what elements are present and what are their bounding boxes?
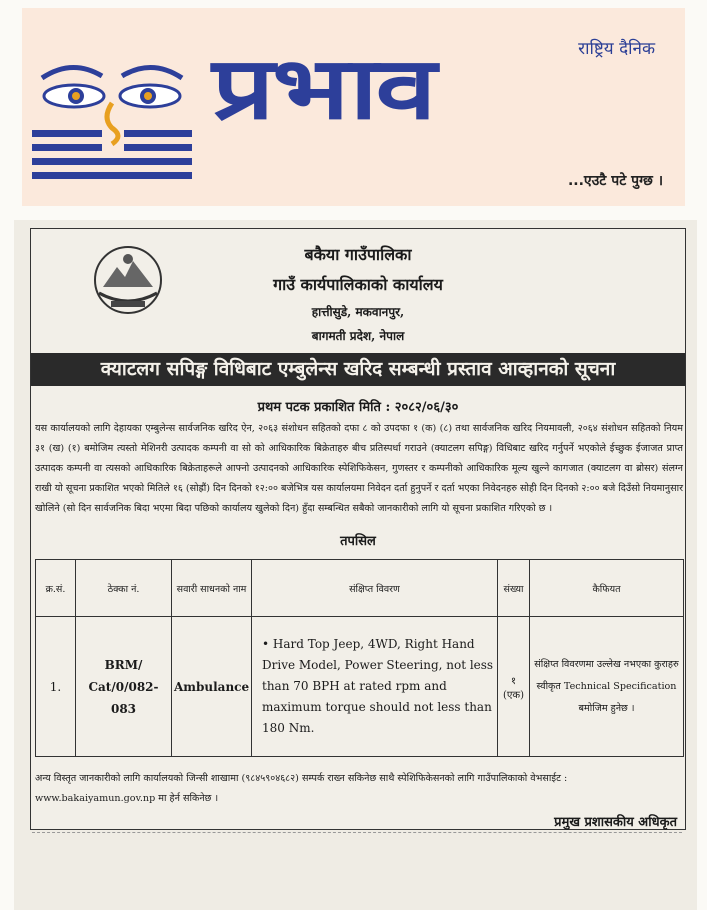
- column-header: संख्या: [498, 560, 530, 617]
- address-line-2: बागमती प्रदेश, नेपाल: [311, 329, 405, 343]
- vehicle-name: Ambulance: [172, 617, 252, 757]
- newspaper-name: प्रभाव: [212, 39, 435, 139]
- newspaper-tagline: राष्ट्रिय दैनिक: [578, 39, 655, 59]
- contract-number: BRM/ Cat/0/082-083: [76, 617, 172, 757]
- table-row: [36, 617, 684, 757]
- notice-frame: [30, 228, 686, 830]
- serial-number: 1.: [36, 617, 76, 757]
- address-line-1: हात्तीसुडे, मकवानपुर,: [311, 305, 405, 319]
- office-name: गाउँ कार्यपालिकाको कार्यालय: [273, 275, 443, 294]
- column-header: क्र.सं.: [36, 560, 76, 617]
- quantity: [498, 617, 530, 757]
- schedule-title: तपसिल: [340, 534, 376, 549]
- newspaper-slogan: ...एउटै पटे पुग्छ ।: [567, 173, 663, 189]
- schedule-table: [35, 559, 684, 757]
- table-header-row: [36, 560, 684, 617]
- column-header: सवारी साधनको नाम: [172, 560, 252, 617]
- column-header: कैफियत: [530, 560, 684, 617]
- publish-date: प्रथम पटक प्रकाशित मिति : २०८२/०६/३०: [257, 400, 459, 415]
- signatory: प्रमुख प्रशासकीय अधिकृत: [554, 815, 677, 830]
- public-notice: [14, 220, 697, 910]
- remarks: संक्षिप्त विवरणमा उल्लेख नभएका कुराहरु स्वीकृत Technical Specification बमोजिम हुनेछ ।: [530, 617, 684, 757]
- vehicle-description: [252, 617, 498, 757]
- description-text: Hard Top Jeep, 4WD, Right Hand Drive Model, Power Steering, not less than 70 BPH at rated rpm and maximum torque should not less than 180 Nm.: [262, 637, 494, 735]
- quantity-number: १: [510, 675, 517, 687]
- buddha-eyes-logo: [32, 48, 192, 188]
- contact-info: अन्य विस्तृत जानकारीको लागि कार्यालयको जिन्सी शाखामा (९८४५९०४६८२) सम्पर्क राख्न सकिनेछ साथै स्पेशिफिकेसनको लागि गाउँपालिकाको वेभसाईट : www.bakaiyamun.gov.np मा हेर्न सकिनेछ ।: [35, 773, 568, 804]
- municipality-name: बकैया गाउँपालिका: [304, 245, 412, 264]
- newspaper-masthead: [22, 8, 685, 206]
- column-header: ठेक्का नं.: [76, 560, 172, 617]
- notice-body: यस कार्यालयको लागि देहायका एम्बुलेन्स सार्वजनिक खरिद ऐन, २०६३ संशोधन सहितको दफा ८ को उपदफा १ (क) (८) तथा सार्वजनिक खरिद नियमावली, २०६४ संशोधन सहितको नियम ३१ (ख) (१) बमोजिम त्यस्तो मेशिनरी उत्पादक कम्पनी वा सो को आधिकारिक बिक्रेताहरु बीच प्रतिस्पर्धा गराउने (क्याटलग सपिङ्ग) विधिबाट खरिद गर्नुपर्ने भएकोले ईच्छुक ईजाजत प्राप्त उत्पादक कम्पनी वा त्यसको आधिकारिक बिक्रेताहरूले आफ्नो उत्पादनको आधिकारिक स्पेशिफिकेसन, गुणस्तर र कम्पनीको आधिकारिक मूल्य खुल्ने कागजात (क्याटलग वा ब्रोसर) संलग्न राखी यो सूचना प्रकाशित भएको मितिले १६ (सोह्रौं) दिन दिनको १२:०० बजेभित्र यस कार्यालयमा निवेदन दर्ता हुनुपर्ने र दर्ता भएका निवेदनहरु सोही दिन दिनको २:०० बजे दिउँसो नियमानुसार खोलिने (सो दिन सार्वजनिक बिदा भएमा बिदा पछिको कार्यालय खुलेको दिन) हुँदा सम्बन्धित सबैको जानकारीको लागि यो सूचना प्रकाशित गरिएको छ ।: [35, 423, 683, 514]
- column-header: संक्षिप्त विवरण: [252, 560, 498, 617]
- quantity-words: (एक): [502, 689, 524, 701]
- bullet-icon: •: [262, 637, 273, 651]
- notice-headline: क्याटलग सपिङ्ग विधिबाट एम्बुलेन्स खरिद सम्बन्धी प्रस्ताव आव्हानको सूचना: [31, 353, 685, 386]
- paper-fold-line: [32, 832, 682, 834]
